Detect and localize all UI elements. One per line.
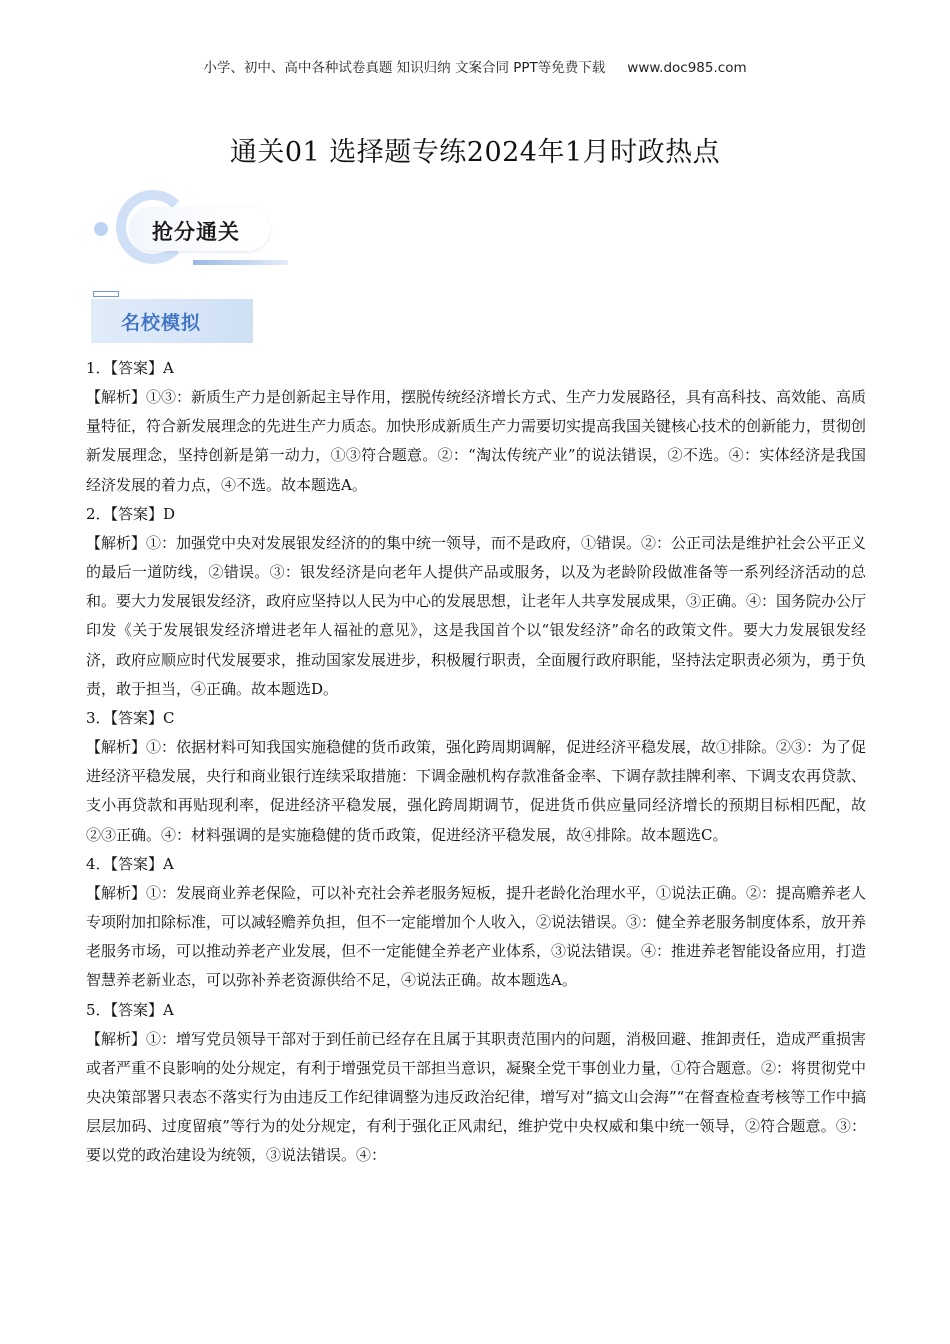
answer-line: 2．【答案】D — [86, 504, 176, 523]
answer-item — [86, 704, 866, 850]
answer-line: 4．【答案】A — [86, 854, 174, 873]
analysis-text: 【解析】①③：新质生产力是创新起主导作用，摆脱传统经济增长方式、生产力发展路径，具有高科技、高效能、高质量特征，符合新发展理念的先进生产力质态。加快形成新质生产力需要切实提高我国关键核心技术的创新能力，贯彻创新发展理念，坚持创新是第一动力，①③符合题意。②：“淘汰传统产业”的说法错误，②不选。④：实体经济是我国经济发展的着力点，④不选。故本题选A。 — [86, 388, 867, 494]
answer-line: 1．【答案】A — [86, 359, 174, 377]
answer-item — [86, 354, 866, 500]
subsection-tab-decoration — [93, 291, 119, 297]
analysis-text: 【解析】①：发展商业养老保险，可以补充社会养老服务短板，提升老龄化治理水平，①说法正确。②：提高赡养老人专项附加扣除标准，可以减轻赡养负担，但不一定能增加个人收入，②说法错误。③：健全养老服务制度体系，放开养老服务市场，可以推动养老产业发展，但不一定能健全养老产业体系，③说法错误。④：推进养老智能设备应用，打造智慧养老新业态，可以弥补养老资源供给不足，④说法正确。故本题选A。 — [86, 883, 867, 990]
header-text: 小学、初中、高中各种试卷真题 知识归纳 文案合同 PPT等免费下载 — [203, 60, 606, 76]
answers-content — [86, 354, 866, 1171]
page-title: 通关01 选择题专练2024年1月时政热点 — [229, 137, 721, 168]
analysis-text: 【解析】①：依据材料可知我国实施稳健的货币政策，强化跨周期调解，促进经济平稳发展，故①排除。②③：为了促进经济平稳发展，央行和商业银行连续采取措施：下调金融机构存款准备金率、下调存款挂牌利率、下调支农再贷款、支小再贷款和再贴现利率，促进经济平稳发展，强化跨周期调节，促进货币供应量同经济增长的预期目标相匹配，故②③正确。④：材料强调的是实施稳健的货币政策，促进经济平稳发展，故④排除。故本题选C。 — [86, 738, 867, 844]
analysis-text: 【解析】①：加强党中央对发展银发经济的的集中统一领导，而不是政府，①错误。②：公正司法是维护社会公平正义的最后一道防线，②错误。③：银发经济是向老年人提供产品或服务，以及为老龄阶段做准备等一系列经济活动的总和。要大力发展银发经济，政府应坚持以人民为中心的发展思想，让老年人共享发展成果，③正确。④：国务院办公厅印发《关于发展银发经济增进老年人福祉的意见》，这是我国首个以“银发经济”命名的政策文件。要大力发展银发经济，政府应顺应时代发展要求，推动国家发展进步，积极履行职责，全面履行政府职能，坚持法定职责必须为，勇于负责，敢于担当，④正确。故本题选D。 — [86, 533, 867, 698]
header-site-link[interactable]: www.doc985.com — [627, 60, 747, 76]
answer-item — [86, 850, 866, 996]
badge-underline-decoration — [193, 260, 288, 265]
answer-item — [86, 996, 866, 1171]
analysis-text: 【解析】①：增写党员领导干部对于到任前已经存在且属于其职责范围内的问题，消极回避、推卸责任，造成严重损害或者严重不良影响的处分规定，有利于增强党员干部担当意识，凝聚全党干事创业力量，①符合题意。②：将贯彻党中央决策部署只表态不落实行为由违反工作纪律调整为违反政治纪律，增写对“搞文山会海”“在督查检查考核等工作中搞层层加码、过度留痕”等行为的处分规定，有利于强化正风肃纪，维护党中央权威和集中统一领导，②符合题意。③：要以党的政治建设为统领，③说法错误。④： — [86, 1029, 867, 1165]
answer-line: 3．【答案】C — [86, 709, 175, 728]
answer-line: 5．【答案】A — [86, 1000, 174, 1019]
subsection-badge — [91, 291, 256, 343]
subsection-badge-label: 名校模拟 — [121, 312, 202, 334]
section-badge-label: 抢分通关 — [152, 220, 240, 244]
section-badge — [88, 186, 298, 276]
badge-dot-decoration — [94, 222, 108, 236]
page-header — [0, 56, 950, 76]
answer-item — [86, 500, 866, 704]
